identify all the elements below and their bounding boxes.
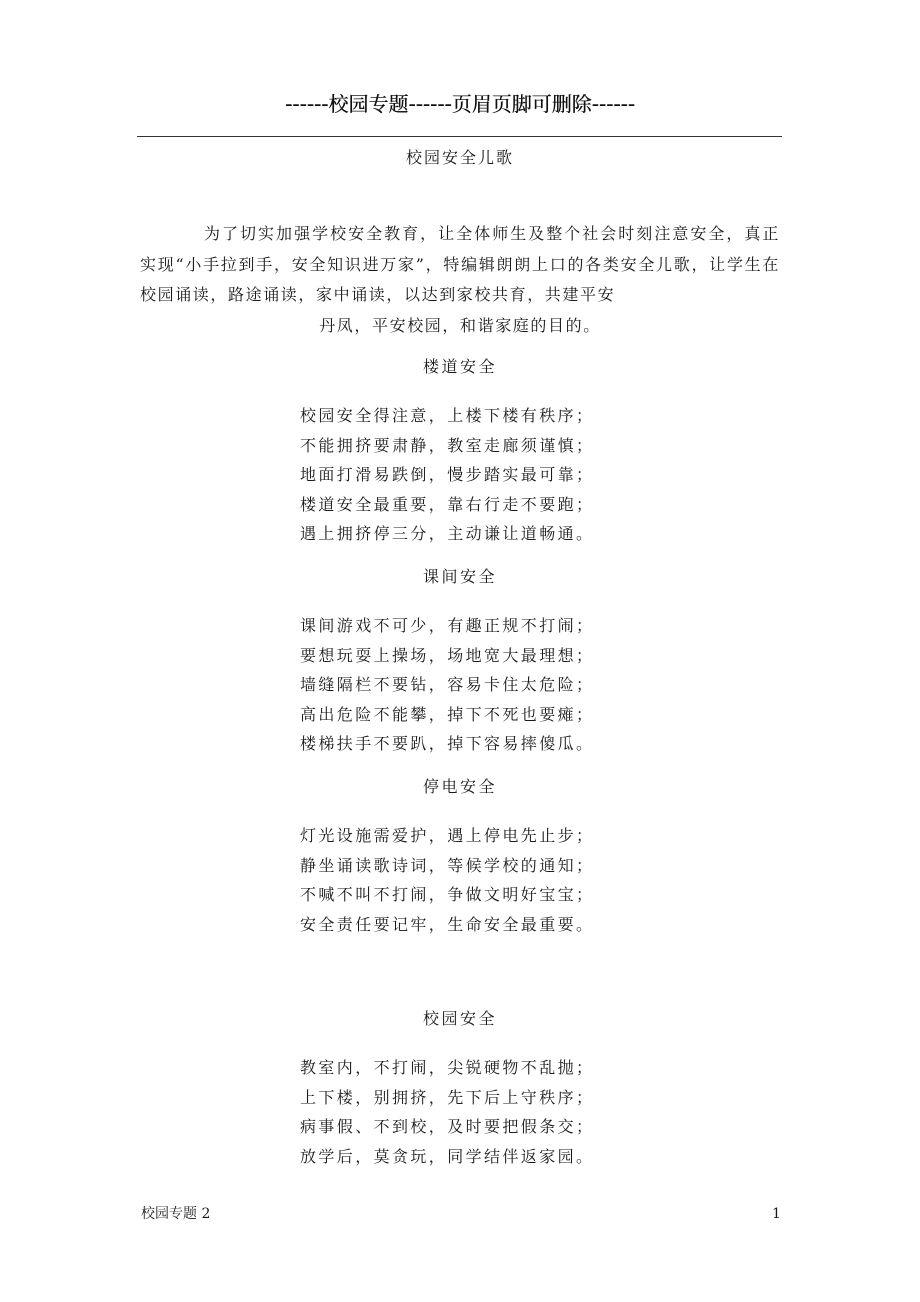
verse-line: 楼道安全最重要，靠右行走不要跑； (300, 494, 595, 514)
page-header: ------校园专题------页眉页脚可删除------ (285, 92, 635, 116)
verse-line: 安全责任要记牢，生命安全最重要。 (300, 914, 595, 934)
verse-line: 遇上拥挤停三分，主动谦让道畅通。 (300, 524, 595, 543)
intro-last-line: 丹凤，平安校园，和谐家庭的目的。 (319, 315, 601, 335)
verse-list (300, 401, 620, 549)
verse-line: 地面打滑易跌倒，慢步踏实最可靠； (300, 465, 595, 484)
verse-line: 灯光设施需爱护，遇上停电先止步； (300, 826, 595, 845)
section-title: 校园安全 (422, 1009, 497, 1028)
verse-line: 课间游戏不可少，有趣正规不打闹； (300, 616, 595, 635)
page-number: 1 (772, 1206, 781, 1222)
verse-line: 病事假、不到校，及时要把假条交； (300, 1117, 595, 1136)
verse-line: 校园安全得注意，上楼下楼有秩序； (300, 406, 595, 425)
section-power-outage-safety (0, 773, 920, 939)
verse-line: 不喊不叫不打闹，争做文明好宝宝； (300, 885, 595, 904)
intro-paragraph (140, 219, 780, 341)
section-campus-safety (0, 1005, 920, 1171)
section-title: 停电安全 (422, 777, 497, 796)
verse-line: 高出危险不能攀，掉下不死也要瘫； (300, 704, 595, 724)
verse-line: 上下楼，别拥挤，先下后上守秩序； (300, 1087, 595, 1107)
verse-line: 要想玩耍上操场，场地宽大最理想； (300, 645, 595, 665)
verse-line: 静坐诵读歌诗词，等候学校的通知； (300, 855, 595, 875)
header-divider (137, 136, 782, 137)
verse-line: 墙缝隔栏不要钻，容易卡住太危险； (300, 675, 595, 694)
section-title: 课间安全 (422, 567, 497, 586)
footer-label: 校园专题 2 (141, 1206, 211, 1222)
intro-body: 为了切实加强学校安全教育，让全体师生及整个社会时刻注意安全，真正实现“小手拉到手，安全知识进万家”，特编辑朗朗上口的各类安全儿歌，让学生在校园诵读，路途诵读，家中诵读，以达到家校共育，共建平安 (140, 224, 780, 304)
section-title: 楼道安全 (422, 357, 497, 376)
section-stairway-safety (0, 353, 920, 549)
verse-line: 教室内，不打闹，尖锐硬物不乱抛； (300, 1058, 595, 1077)
verse-line: 楼梯扶手不要趴，掉下容易摔傻瓜。 (300, 734, 595, 753)
verse-line: 不能拥挤要肃静，教室走廊须谨慎； (300, 435, 595, 455)
verse-line: 放学后，莫贪玩，同学结伴返家园。 (300, 1146, 595, 1166)
verse-list (300, 821, 620, 939)
verse-list (300, 611, 620, 759)
document-title: 校园安全儿歌 (405, 148, 514, 167)
verse-list (300, 1053, 620, 1171)
section-recess-safety (0, 563, 920, 759)
